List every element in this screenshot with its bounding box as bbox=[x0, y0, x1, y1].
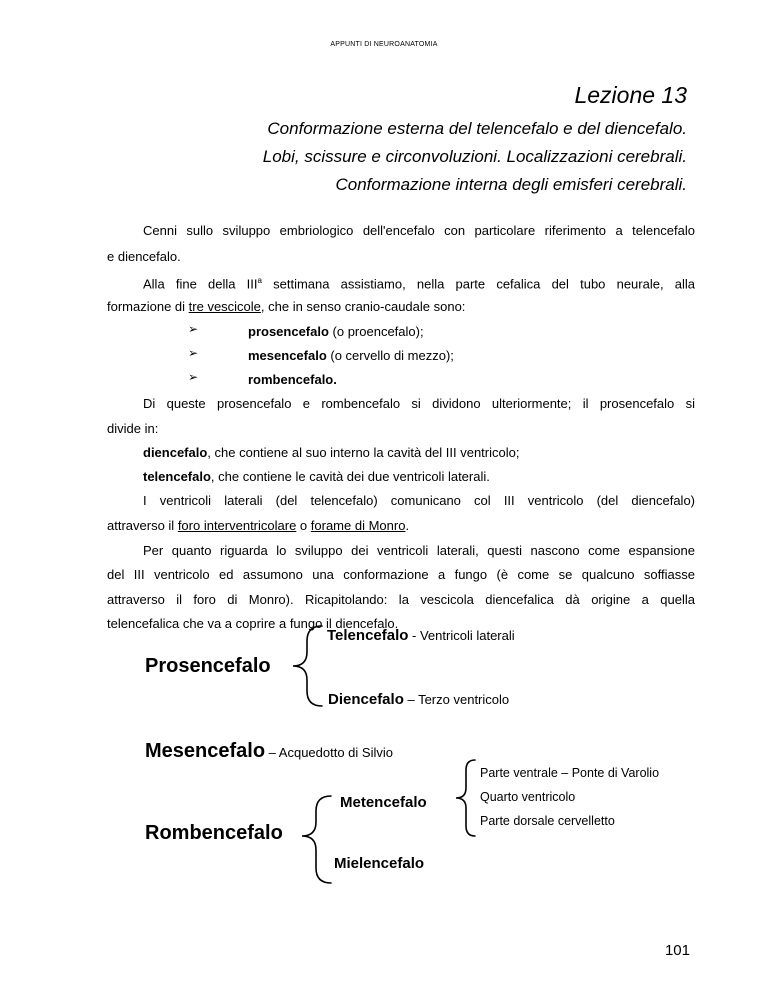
underlined-tre-vescicole: tre vescicole bbox=[188, 299, 261, 314]
para5-line-1: Per quanto riguarda lo sviluppo dei ventricoli laterali, questi nascono come espansione bbox=[143, 543, 695, 558]
scheme-mesencefalo: Mesencefalo – Acquedotto di Silvio bbox=[145, 740, 393, 762]
scheme-rombencefalo: Rombencefalo bbox=[145, 822, 283, 844]
meten-part-2: Quarto ventricolo bbox=[480, 790, 576, 804]
brace-rombencefalo bbox=[302, 796, 331, 883]
para3-line-2: divide in: bbox=[107, 421, 159, 436]
para5-line-4: telencefalica che va a coprire a fungo il diencefalo. bbox=[107, 616, 399, 631]
para5-line-3: attraverso il foro di Monro). Ricapitolando: la vescicola diencefalica dà origine a quella bbox=[107, 592, 695, 607]
arrow-bullet-icon: ➢ bbox=[188, 322, 199, 336]
vesicle-item-2: mesencefalo (o cervello di mezzo); bbox=[248, 348, 454, 363]
underlined-foro-interventricolare: foro interventricolare bbox=[177, 518, 297, 533]
para3-line-1: Di queste prosencefalo e rombencefalo si dividono ulteriormente; il prosencefalo si bbox=[143, 396, 695, 411]
para4-line-1: I ventricoli laterali (del telencefalo) comunicano col III ventricolo (del diencefalo) bbox=[143, 493, 695, 508]
para2-line-1: Alla fine della III$^a$ settimana assistiamo, nella parte cefalica del tubo neurale, alla bbox=[143, 276, 695, 292]
para4-line-2: attraverso il foro interventricolare o forame di Monro. bbox=[107, 518, 410, 533]
division-telencefalo: telencefalo, che contiene le cavità dei due ventricoli laterali. bbox=[143, 469, 490, 484]
scheme-diencefalo: Diencefalo – Terzo ventricolo bbox=[328, 691, 510, 708]
para5-line-2: del III ventricolo ed assumono una conformazione a fungo (è come se qualcuno soffiasse bbox=[107, 567, 695, 582]
division-diencefalo: diencefalo, che contiene al suo interno la cavità del III ventricolo; bbox=[143, 445, 520, 460]
arrow-bullet-icon: ➢ bbox=[188, 346, 199, 360]
brace-prosencefalo bbox=[293, 626, 322, 706]
arrow-bullet-icon: ➢ bbox=[188, 370, 199, 384]
vesicle-item-3: rombencefalo. bbox=[248, 372, 337, 387]
brace-metencefalo bbox=[456, 760, 475, 836]
page-number: 101 bbox=[664, 942, 690, 959]
underlined-forame-di-monro: forame di Monro bbox=[310, 518, 406, 533]
vesicle-item-1: prosencefalo (o proencefalo); bbox=[248, 324, 424, 339]
intro-line-2: e diencefalo. bbox=[107, 249, 181, 264]
subtitle-1: Conformazione esterna del telencefalo e del diencefalo. bbox=[267, 119, 687, 138]
scheme-metencefalo: Metencefalo bbox=[340, 794, 427, 811]
lesson-title: Lezione 13 bbox=[574, 82, 687, 108]
subtitle-3: Conformazione interna degli emisferi cerebrali. bbox=[335, 175, 687, 194]
subtitle-2: Lobi, scissure e circonvoluzioni. Localizzazioni cerebrali. bbox=[262, 147, 687, 166]
running-header: APPUNTI DI NEUROANATOMIA bbox=[330, 41, 438, 48]
scheme-mielencefalo: Mielencefalo bbox=[334, 855, 425, 872]
intro-line-1: Cenni sullo sviluppo embriologico dell'encefalo con particolare riferimento a telencefalo bbox=[143, 223, 695, 238]
para2-line-2: formazione di tre vescicole, che in senso cranio-caudale sono: bbox=[107, 299, 466, 314]
meten-part-1: Parte ventrale – Ponte di Varolio bbox=[480, 766, 660, 780]
scheme-prosencefalo: Prosencefalo bbox=[145, 655, 271, 677]
scheme-telencefalo: Telencefalo - Ventricoli laterali bbox=[327, 627, 515, 644]
meten-part-3: Parte dorsale cervelletto bbox=[480, 814, 615, 828]
